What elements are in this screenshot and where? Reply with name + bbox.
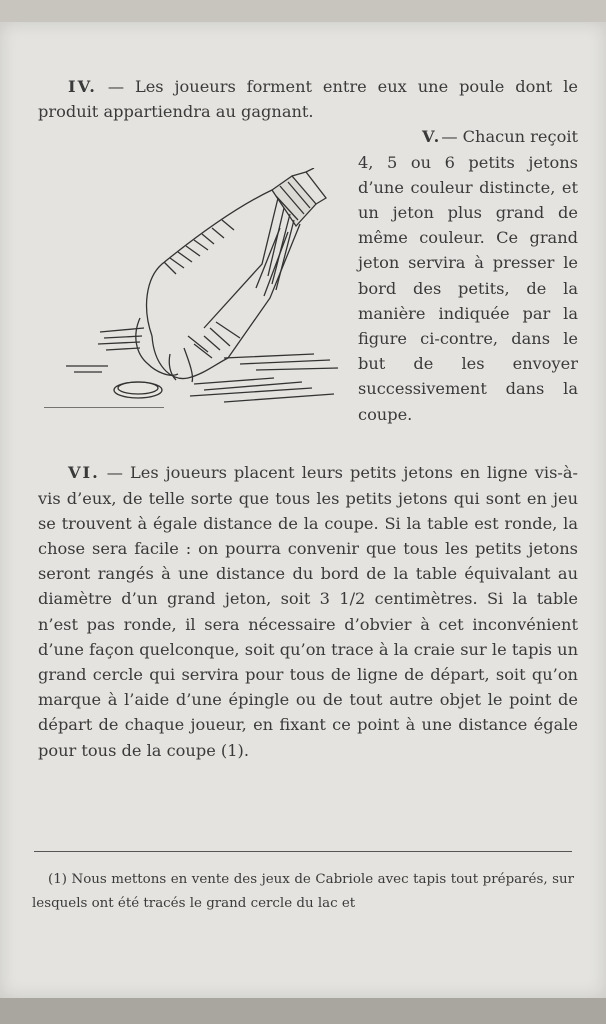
section-iv-number: IV. (68, 77, 97, 96)
engraving-hand-icon (44, 168, 344, 408)
section-v-number: V. (421, 127, 442, 147)
section-v (38, 124, 578, 460)
scan-background-bottom (0, 998, 606, 1024)
section-vi (38, 460, 578, 762)
footnote (32, 868, 574, 916)
section-v-heading-text: — Chacun reçoit (441, 127, 578, 147)
page-body (38, 74, 578, 763)
section-v-text: 4, 5 ou 6 petits jetons d’une couleur distincte, et un jeton plus grand de même couleur. Ce grand jeton servira à presser le bord des petits, de la manière indiquée par la figure ci-contre, dans le but de les envoyer successivement dans la coupe. (358, 152, 578, 424)
footnote-text: (1) Nous mettons en vente des jeux de Cabriole avec tapis tout préparés, sur lesquels ont été tracés le grand cercle du lac et (32, 872, 574, 911)
hand-pressing-token-illustration (38, 124, 350, 460)
section-iv (38, 74, 578, 124)
section-vi-text: — Les joueurs placent leurs petits jetons en ligne vis-à-vis d’eux, de telle sorte que tous les petits jetons qui sont en jeu se trouvent à égale distance de la coupe. Si la table est ronde, la chose sera facile : on pourra convenir que tous les petits jetons seront rangés à une distance du bord de la table équivalant au diamètre d’un grand jeton, soit 3 1/2 centimètres. Si la table n’est pas ronde, il sera nécessaire d’obvier à cet inconvénient d’une façon quelconque, soit qu’on trace à la craie sur le tapis un grand cercle qui servira pour tous de ligne de départ, soit qu’on marque à l’aide d’une épingle ou de tout autre objet le point de départ de chaque joueur, en fixant ce point à une distance égale pour tous de la coupe (1). (38, 463, 578, 760)
section-iv-text: — Les joueurs forment entre eux une poule dont le produit appartiendra au gagnant. (38, 77, 578, 122)
scan-background-top (0, 0, 606, 22)
footnote-divider (34, 851, 572, 852)
section-vi-number: VI. (68, 463, 100, 483)
